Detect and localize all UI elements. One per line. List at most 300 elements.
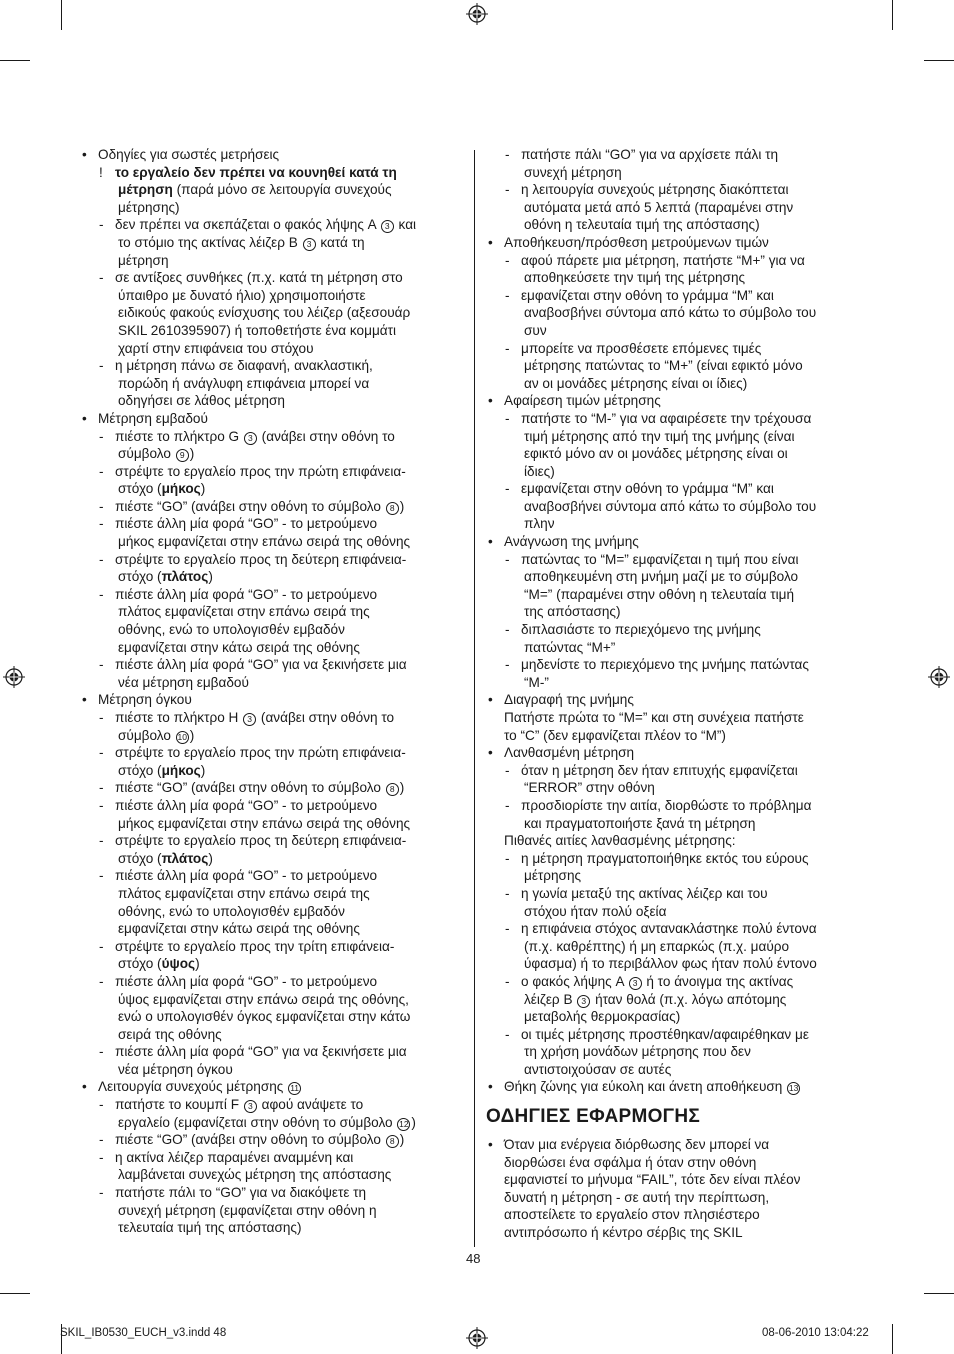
line-text: Λανθασμένη μέτρηση	[504, 745, 635, 761]
text-line	[80, 762, 465, 780]
line-text: Αποθήκευση/πρόσθεση μετρούμενων τιμών	[504, 234, 769, 250]
text-line	[80, 1061, 465, 1079]
dash-mark: -	[99, 463, 104, 479]
line-text: προσδιορίστε την αιτία, διορθώστε το πρόβλημα	[521, 797, 812, 813]
dash-mark: -	[505, 657, 510, 673]
line-text: η μέτρηση πάνω σε διαφανή, ανακλαστική,	[115, 358, 373, 374]
sub-item	[80, 428, 465, 446]
line-text: της απόστασης)	[524, 604, 621, 620]
dash-mark: -	[505, 182, 510, 198]
line-text: πιέστε άλλη μία φορά “GO” - το μετρούμενο	[115, 868, 378, 884]
line-text: πιέστε άλλη μία φορά “GO” για να ξεκινήσετε μια	[115, 1044, 407, 1060]
line-text: οι τιμές μέτρησης προστέθηκαν/αφαιρέθηκαν με	[521, 1026, 809, 1042]
line-text: σύμβολο 10 )	[118, 727, 195, 743]
line-text: τιμή μέτρησης από την τιμή της μνήμης (είναι	[524, 428, 795, 444]
line-text: πιέστε άλλη μία φορά “GO” - το μετρούμενο	[115, 586, 378, 602]
sub-item	[486, 797, 871, 815]
line-text: η λειτουργία συνεχούς μέτρησης διακόπτεται	[521, 182, 789, 198]
sub-item	[80, 867, 465, 885]
text-line	[80, 252, 465, 270]
sub-item	[80, 1149, 465, 1167]
sub-item	[486, 762, 871, 780]
text-line	[80, 287, 465, 305]
line-text: η επιφάνεια στόχος αντανακλάστηκε πολύ έντονα	[521, 921, 817, 937]
dash-mark: -	[505, 1026, 510, 1042]
line-text: οθόνη η τελευταία τιμή της απόστασης)	[524, 217, 760, 233]
line-text: Λειτουργία συνεχούς μέτρησης 11	[98, 1079, 302, 1094]
crop-mark	[0, 1293, 30, 1294]
dash-mark: -	[99, 938, 104, 954]
text-line	[80, 639, 465, 657]
text-line	[80, 392, 465, 410]
crop-mark	[0, 60, 30, 61]
sub-item	[486, 252, 871, 270]
sub-item	[486, 1026, 871, 1044]
line-text: το εργαλείο δεν πρέπει να κουνηθεί κατά τη	[115, 164, 397, 180]
line-text: ίδιες)	[524, 463, 555, 479]
line-text: νέα μέτρηση όγκου	[118, 1061, 233, 1077]
line-text: το στόμιο της ακτίνας λέιζερ B 3 κατά τη	[118, 234, 365, 250]
line-text: ενώ ο υπολογισθέν όγκος εμφανίζεται στην κάτω	[118, 1009, 411, 1025]
sub-item	[80, 779, 465, 797]
line-text: στρέψτε το εργαλείο προς την πρώτη επιφάνεια-	[115, 745, 406, 761]
line-text: νέα μέτρηση εμβαδού	[118, 674, 249, 690]
dash-mark: -	[99, 868, 104, 884]
registration-mark-icon	[466, 1327, 488, 1349]
line-text: δεν πρέπει να σκεπάζεται ο φακός λήψης A 3 και	[115, 217, 417, 233]
dash-mark: -	[99, 1149, 104, 1165]
text-line	[80, 850, 465, 868]
dash-mark: -	[505, 850, 510, 866]
text-line	[80, 920, 465, 938]
dash-mark: -	[99, 833, 104, 849]
text-line	[80, 340, 465, 358]
line-text: διπλασιάστε το περιεχόμενο της μνήμης	[521, 622, 761, 638]
right-column	[486, 146, 871, 1242]
line-text: εμφανίζεται στην οθόνη το γράμμα “M” και	[521, 481, 774, 497]
crop-mark	[892, 1324, 893, 1354]
text-line	[486, 1061, 871, 1079]
text-line	[80, 1219, 465, 1237]
sub-item	[486, 621, 871, 639]
sub-item	[80, 498, 465, 516]
registration-mark-icon	[3, 666, 25, 688]
bullet-icon: •	[82, 410, 87, 426]
dash-mark: -	[99, 217, 104, 233]
text-line	[486, 199, 871, 217]
line-text: “ERROR” στην οθόνη	[524, 780, 655, 796]
sub-item	[486, 287, 871, 305]
registration-mark-icon	[928, 666, 950, 688]
bullet-item	[80, 410, 465, 428]
bullet-icon: •	[82, 147, 87, 162]
dash-mark: -	[99, 586, 104, 602]
bullet-icon: •	[488, 234, 493, 250]
text-line	[486, 639, 871, 657]
bullet-icon: •	[488, 393, 493, 409]
dash-mark: -	[99, 780, 104, 796]
text-line	[80, 727, 465, 745]
sub-item	[80, 1096, 465, 1114]
line-text: και πραγματοποιήστε ξανά τη μέτρηση	[524, 815, 756, 831]
dash-mark: -	[99, 516, 104, 532]
line-text: η μέτρηση πραγματοποιήθηκε εκτός του εύρους	[521, 850, 809, 866]
line-text: συνεχή μέτρηση	[524, 164, 622, 180]
dash-mark: -	[505, 973, 510, 989]
dash-mark: -	[505, 762, 510, 778]
line-text: στρέψτε το εργαλείο προς τη δεύτερη επιφάνεια-	[115, 833, 407, 849]
text-line	[486, 903, 871, 921]
line-text: εμφανίζεται στην οθόνη το γράμμα “M” και	[521, 287, 774, 303]
sub-item	[486, 551, 871, 569]
text-line	[486, 1043, 871, 1061]
line-text: Μέτρηση όγκου	[98, 692, 192, 708]
dash-mark: -	[505, 885, 510, 901]
line-text: Μέτρηση εμβαδού	[98, 410, 208, 426]
line-text: πλην	[524, 516, 555, 532]
dash-mark: -	[99, 657, 104, 673]
text-line	[486, 445, 871, 463]
line-text: η γωνία μεταξύ της ακτίνας λέιζερ και του	[521, 885, 768, 901]
line-text: στόχο (μήκος)	[118, 481, 206, 497]
text-line	[486, 727, 871, 745]
sub-item	[80, 515, 465, 533]
line-text: πατήστε πάλι το “GO” για να διακόψετε τη	[115, 1185, 367, 1201]
line-text: πιέστε το πλήκτρο H 3 (ανάβει στην οθόνη το	[115, 710, 395, 725]
text-line	[486, 568, 871, 586]
line-text: εμφανίζεται στην κάτω σειρά της οθόνης	[118, 921, 360, 937]
line-text: τη χρήση μονάδων μέτρησης που δεν	[524, 1044, 751, 1060]
line-text: στόχου ήταν πολύ οξεία	[524, 903, 667, 919]
line-text: μηδενίστε το περιεχόμενο της μνήμης πατώντας	[521, 657, 809, 673]
text-line	[80, 621, 465, 639]
line-text: στόχο (μήκος)	[118, 762, 206, 778]
dash-mark: -	[505, 340, 510, 356]
sub-item	[80, 744, 465, 762]
bullet-icon: •	[488, 534, 493, 550]
dash-mark: -	[505, 287, 510, 303]
dash-mark: -	[99, 973, 104, 989]
text-line	[486, 269, 871, 287]
line-text: αν οι μονάδες μέτρησης είναι οι ίδιες)	[524, 375, 748, 391]
dash-mark: -	[505, 481, 510, 497]
line-text: όταν η μέτρηση δεν ήταν επιτυχής εμφανίζεται	[521, 762, 798, 778]
text-line	[486, 991, 871, 1009]
line-text: εμφανίζεται στην κάτω σειρά της οθόνης	[118, 639, 360, 655]
line-text: πιέστε “GO” (ανάβει στην οθόνη το σύμβολο 8 )	[115, 780, 405, 796]
line-text: σειρά της οθόνης	[118, 1026, 222, 1042]
text-line	[486, 164, 871, 182]
section-heading: ΟΔΗΓΙΕΣ ΕΦΑΡΜΟΓΗΣ	[486, 1106, 701, 1128]
text-line	[80, 234, 465, 252]
text-line	[486, 375, 871, 393]
line-text: εφικτό μόνο αν οι μονάδες μέτρησης είναι οι	[524, 446, 788, 462]
bullet-item	[486, 744, 871, 762]
text-line	[486, 304, 871, 322]
line-text: πιέστε “GO” (ανάβει στην οθόνη το σύμβολο 8 )	[115, 1132, 405, 1148]
dash-mark: -	[505, 252, 510, 268]
text-line	[80, 1026, 465, 1044]
line-text: μέτρηση	[118, 252, 169, 268]
sub-item	[80, 216, 465, 234]
text-line	[486, 1154, 871, 1172]
line-text: ύψος εμφανίζεται στην επάνω σειρά της οθόνης,	[118, 991, 409, 1007]
line-text: εμφανιστεί το μήνυμα “FAIL”, τότε δεν είναι πλέον	[504, 1172, 801, 1188]
text-line	[486, 498, 871, 516]
line-text: πιέστε άλλη μία φορά “GO” - το μετρούμενο	[115, 797, 378, 813]
dash-mark: -	[505, 551, 510, 567]
sub-item	[80, 164, 465, 182]
sub-item	[80, 973, 465, 991]
line-text: Αφαίρεση τιμών μέτρησης	[504, 393, 661, 409]
line-text: στόχο (πλάτος)	[118, 569, 213, 585]
line-text: πιέστε “GO” (ανάβει στην οθόνη το σύμβολο 8 )	[115, 498, 405, 514]
sub-item	[486, 480, 871, 498]
text-line	[80, 181, 465, 199]
dash-mark: -	[505, 147, 510, 162]
crop-mark	[61, 0, 62, 30]
page-number: 48	[466, 1251, 481, 1266]
dash-mark: -	[99, 498, 104, 514]
bullet-icon: •	[488, 692, 493, 708]
sub-item	[80, 797, 465, 815]
text-line	[486, 322, 871, 340]
bullet-item	[486, 691, 871, 709]
line-text: στρέψτε το εργαλείο προς τη δεύτερη επιφάνεια-	[115, 551, 407, 567]
crop-mark	[892, 0, 893, 30]
dash-mark: -	[99, 1097, 104, 1113]
line-text: εργαλείο (εμφανίζεται στην οθόνη το σύμβολο 12 )	[118, 1114, 416, 1130]
line-text: πιέστε άλλη μία φορά “GO” - το μετρούμενο	[115, 516, 378, 532]
text-line	[486, 709, 871, 727]
dash-mark: -	[99, 358, 104, 374]
line-text: “M=” (παραμένει στην οθόνη η τελευταία τιμή	[524, 586, 795, 602]
bullet-item	[80, 1078, 465, 1096]
line-text: πιέστε άλλη μία φορά “GO” - το μετρούμενο	[115, 973, 378, 989]
text-line	[486, 815, 871, 833]
sub-item	[80, 709, 465, 727]
sub-item	[80, 1184, 465, 1202]
text-line	[486, 515, 871, 533]
line-text: μέτρησης	[524, 868, 582, 884]
line-text: λαμβάνεται συνεχώς μέτρηση της απόστασης	[118, 1167, 392, 1183]
dash-mark: -	[505, 921, 510, 937]
line-text: πλάτος εμφανίζεται στην επάνω σειρά της	[118, 604, 370, 620]
text-line	[80, 199, 465, 217]
line-text: μέτρησης)	[118, 199, 180, 215]
sub-item	[486, 340, 871, 358]
line-text: τελευταία τιμή της απόστασης)	[118, 1220, 302, 1236]
line-text: πιέστε άλλη μία φορά “GO” για να ξεκινήσετε μια	[115, 657, 407, 673]
dash-mark: -	[99, 797, 104, 813]
text-line	[80, 674, 465, 692]
dash-mark: -	[99, 1044, 104, 1060]
bullet-item	[80, 691, 465, 709]
text-line	[486, 216, 871, 234]
sub-item	[486, 885, 871, 903]
line-text: μεταβολής θερμοκρασίας)	[524, 1009, 681, 1025]
bullet-icon: •	[82, 1079, 87, 1095]
line-text: οδηγήσει σε λάθος μέτρηση	[118, 393, 285, 409]
sub-item	[486, 973, 871, 991]
line-text: στόχο (ύψος)	[118, 956, 200, 972]
line-text: Πατήστε πρώτα το “M=” και στη συνέχεια πατήστε	[504, 710, 804, 725]
text-line	[80, 1202, 465, 1220]
dash-mark: -	[99, 551, 104, 567]
dash-mark: -	[99, 1132, 104, 1148]
line-text: το “C” (δεν εμφανίζεται πλέον το “M”)	[504, 727, 726, 743]
line-text: σύμβολο 9 )	[118, 446, 195, 462]
bullet-item	[486, 392, 871, 410]
bullet-icon: •	[488, 1137, 493, 1153]
line-text: (π.χ. καθρέπτης) ή μη επαρκώς (π.χ. μαύρο	[524, 938, 790, 954]
dash-mark: -	[505, 622, 510, 638]
dash-mark: -	[99, 745, 104, 761]
text-line	[486, 463, 871, 481]
text-line	[486, 428, 871, 446]
sub-item	[80, 938, 465, 956]
line-text: Όταν μια ενέργεια διόρθωσης δεν μπορεί να	[504, 1137, 770, 1153]
line-text: δυνατή η μέτρηση - σε αυτή την περίπτωση,	[504, 1189, 770, 1205]
line-text: πλάτος εμφανίζεται στην επάνω σειρά της	[118, 885, 370, 901]
line-text: οθόνης, ενώ το υπολογισθέν εμβαδόν	[118, 622, 345, 638]
line-text: λέιζερ B 3 ήταν θολά (π.χ. λόγω απότομης	[524, 991, 787, 1007]
text-line	[80, 991, 465, 1009]
line-text: αφού πάρετε μια μέτρηση, πατήστε “M+” για να	[521, 252, 805, 268]
crop-mark	[924, 60, 954, 61]
line-text: Οδηγίες για σωστές μετρήσεις	[98, 147, 280, 162]
text-line	[80, 885, 465, 903]
line-text: αναβοσβήνει σύντομα από κάτω το σύμβολο του	[524, 498, 817, 514]
line-text: στρέψτε το εργαλείο προς την τρίτη επιφάνεια-	[115, 938, 395, 954]
line-text: Πιθανές αιτίες λανθασμένης μέτρησης:	[504, 833, 736, 849]
text-line	[80, 445, 465, 463]
sub-item	[80, 1043, 465, 1061]
text-line	[80, 533, 465, 551]
line-text: μέτρηση (παρά μόνο σε λειτουργία συνεχούς	[118, 182, 392, 198]
sub-item	[486, 920, 871, 938]
sub-item	[486, 181, 871, 199]
line-text: ύφασμα) ή το περιβάλλον φως ήταν πολύ έντονο	[524, 956, 817, 972]
line-text: ύπαιθρο με δυνατό ήλιο) χρησιμοποιήστε	[118, 287, 366, 303]
text-line	[80, 815, 465, 833]
line-text: στρέψτε το εργαλείο προς την πρώτη επιφάνεια-	[115, 463, 406, 479]
text-line	[80, 1166, 465, 1184]
line-text: χαρτί στην επιφάνεια του στόχου	[118, 340, 314, 356]
text-line	[80, 903, 465, 921]
text-line	[486, 779, 871, 797]
sub-item	[80, 463, 465, 481]
column-divider	[474, 150, 475, 1247]
dash-mark: -	[99, 270, 104, 286]
sub-item	[80, 656, 465, 674]
line-text: ειδικούς φακούς ενίσχυσης του λέιζερ (αξεσουάρ	[118, 305, 411, 321]
line-text: Διαγραφή της μνήμης	[504, 692, 634, 708]
text-line	[80, 375, 465, 393]
line-text: μέτρησης πατώντας το “M+” (είναι εφικτό μόνο	[524, 358, 803, 374]
line-text: Θήκη ζώνης για εύκολη και άνετη αποθήκευση 13	[504, 1079, 799, 1095]
line-text: αποστείλετε το εργαλείο στον πλησιέστερο	[504, 1207, 760, 1223]
bullet-icon: •	[488, 1079, 493, 1095]
dash-mark: -	[99, 1185, 104, 1201]
line-text: μήκος εμφανίζεται στην επάνω σειρά της οθόνης	[118, 815, 411, 831]
text-line	[486, 357, 871, 375]
bullet-item	[486, 1078, 871, 1096]
bullet-item	[486, 1136, 871, 1154]
footer-filename: SKIL_IB0530_EUCH_v3.indd 48	[60, 1327, 227, 1339]
warning-mark: !	[99, 164, 103, 180]
line-text: η ακτίνα λέιζερ παραμένει αναμμένη και	[115, 1149, 354, 1165]
line-text: σε αντίξοες συνθήκες (π.χ. κατά τη μέτρηση στο	[115, 270, 403, 286]
line-text: διορθώσει ένα σφάλμα ή όταν στην οθόνη	[504, 1154, 757, 1170]
text-line	[80, 1008, 465, 1026]
line-text: αποθηκευμένη στη μνήμη μαζί με το σύμβολο	[524, 569, 799, 585]
footer-timestamp: 08-06-2010 13:04:22	[762, 1327, 869, 1339]
line-text: αντιστοιχούσαν σε αυτές	[524, 1061, 672, 1077]
line-text: πατήστε το κουμπί F 3 αφού ανάψετε το	[115, 1097, 364, 1113]
dash-mark: -	[505, 410, 510, 426]
sub-item	[486, 850, 871, 868]
text-line	[80, 955, 465, 973]
text-line	[80, 1114, 465, 1132]
text-line	[486, 867, 871, 885]
line-text: πορώδη ή ανάγλυφη επιφάνεια μπορεί να	[118, 375, 370, 391]
line-text: αποθηκεύσετε την τιμή της μέτρησης	[524, 270, 746, 286]
line-text: αυτόματα μετά από 5 λεπτά (παραμένει στην	[524, 199, 794, 215]
line-text: πατώντας “M+”	[524, 639, 616, 655]
text-line	[486, 938, 871, 956]
text-line	[80, 480, 465, 498]
text-line	[80, 304, 465, 322]
registration-mark-icon	[466, 3, 488, 25]
line-text: αναβοσβήνει σύντομα από κάτω το σύμβολο του	[524, 305, 817, 321]
sub-item	[80, 586, 465, 604]
crop-mark	[924, 1293, 954, 1294]
bullet-item	[486, 234, 871, 252]
line-text: μήκος εμφανίζεται στην επάνω σειρά της οθόνης	[118, 534, 411, 550]
sub-item	[80, 269, 465, 287]
line-text: αντιπρόσωπο ή κέντρο σέρβις της SKIL	[504, 1225, 743, 1241]
text-line	[80, 603, 465, 621]
bullet-item	[80, 146, 465, 164]
line-text: πατώντας το “M=” εμφανίζεται η τιμή που είναι	[521, 551, 799, 567]
line-text: Ανάγνωση της μνήμης	[504, 534, 639, 550]
line-text: πιέστε το πλήκτρο G 3 (ανάβει στην οθόνη το	[115, 428, 395, 444]
sub-item	[486, 146, 871, 164]
line-text: στόχο (πλάτος)	[118, 850, 213, 866]
dash-mark: -	[505, 797, 510, 813]
sub-item	[80, 357, 465, 375]
text-line	[486, 1224, 871, 1242]
line-text: “M-”	[524, 674, 549, 690]
text-line	[486, 674, 871, 692]
sub-item	[486, 656, 871, 674]
line-text: συν	[524, 322, 547, 338]
text-line	[80, 322, 465, 340]
bullet-icon: •	[82, 692, 87, 708]
dash-mark: -	[99, 428, 104, 444]
text-line	[486, 1008, 871, 1026]
line-text: πατήστε πάλι “GO” για να αρχίσετε πάλι τη	[521, 147, 779, 162]
sub-item	[80, 551, 465, 569]
text-line	[486, 955, 871, 973]
left-column	[80, 146, 465, 1237]
text-line	[80, 568, 465, 586]
line-text: μπορείτε να προσθέσετε επόμενες τιμές	[521, 340, 762, 356]
line-text: πατήστε το “M-” για να αφαιρέσετε την τρέχουσα	[521, 410, 812, 426]
text-line	[486, 586, 871, 604]
dash-mark: -	[99, 710, 104, 725]
